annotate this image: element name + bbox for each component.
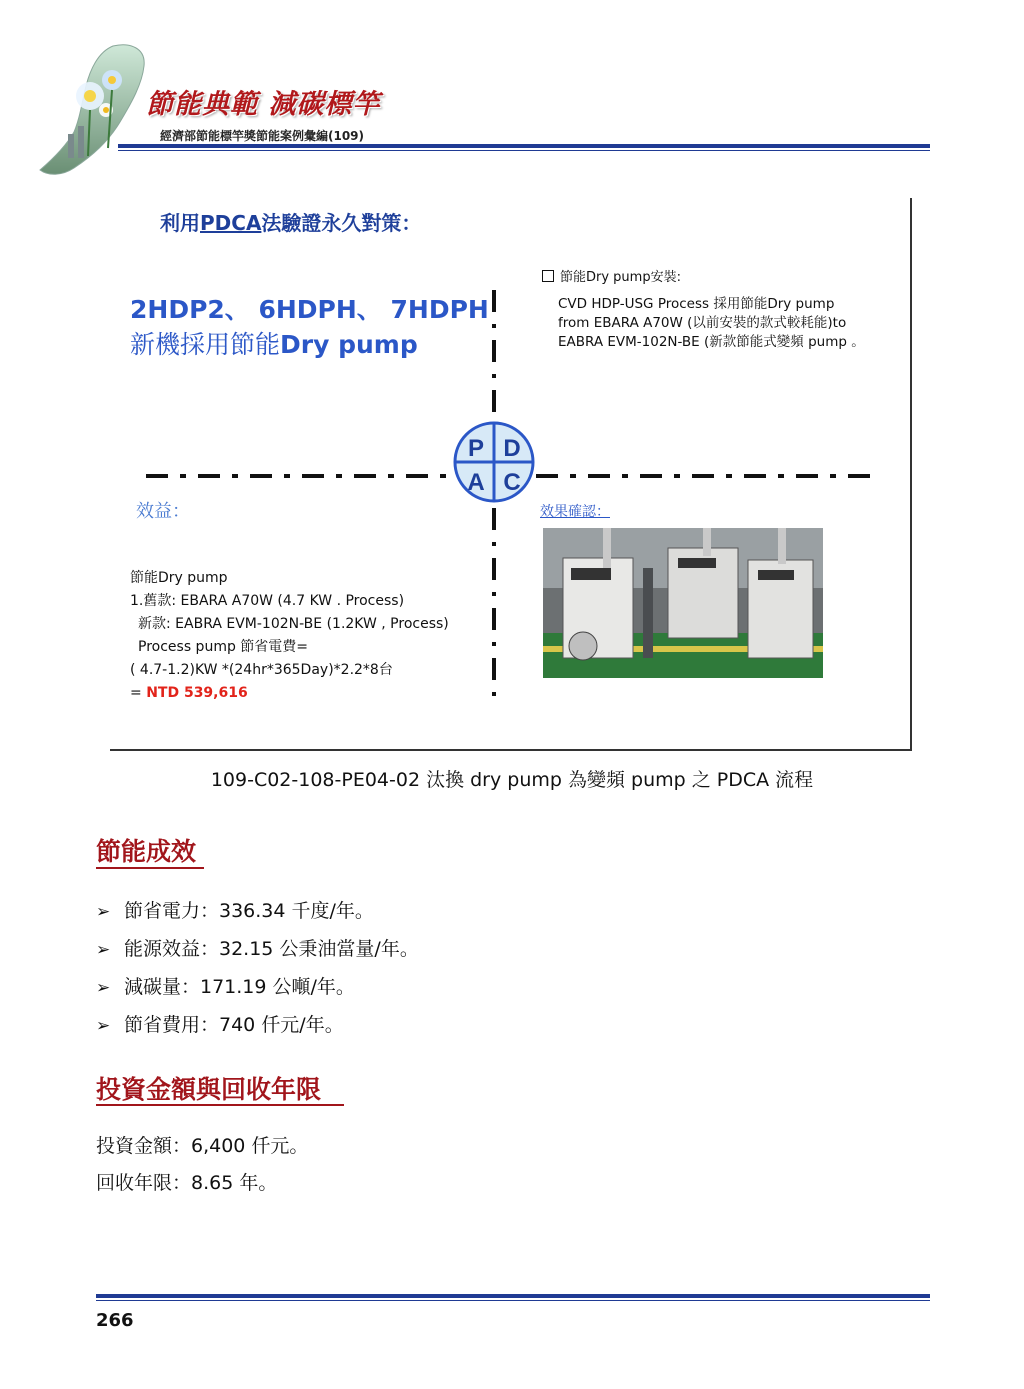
slide-border-bottom <box>110 749 912 751</box>
arrow-bullet-icon: ➢ <box>96 940 111 960</box>
pdca-circle-icon <box>452 420 536 504</box>
pdca-letter-d: D <box>503 435 521 462</box>
do-line: from EBARA A70W (以前安裝的款式較耗能)to <box>558 315 847 331</box>
footer-rule-thin <box>96 1300 930 1301</box>
do-body <box>558 295 865 352</box>
brand-title: 節能典範 減碳標竿 <box>146 89 381 120</box>
benefit-body <box>130 567 449 705</box>
pdca-letter-p: P <box>467 435 485 462</box>
plan-subtitle <box>130 328 418 362</box>
slide-title <box>160 207 421 236</box>
benefit-line: 節能Dry pump <box>130 570 228 586</box>
list-item <box>96 931 419 969</box>
arrow-bullet-icon: ➢ <box>96 978 111 998</box>
investment-amount: 投資金額：6,400 仟元。 <box>96 1135 309 1157</box>
savings-list <box>96 893 419 1045</box>
section-rule-investment <box>96 1104 344 1106</box>
section-title-investment: 投資金額與回收年限 <box>96 1075 322 1104</box>
benefit-line: 新款: EABRA EVM-102N-BE (1.2KW , Process) <box>138 616 449 632</box>
check-heading: 效果確認： <box>540 504 610 520</box>
pdca-letter-c: C <box>503 469 521 496</box>
benefit-total-value: NTD 539,616 <box>146 685 248 701</box>
slide-border-right <box>910 198 912 751</box>
list-item <box>96 893 419 931</box>
list-item-text: 減碳量：171.19 公噸/年。 <box>124 976 355 998</box>
payback-period: 回收年限：8.65 年。 <box>96 1172 278 1194</box>
arrow-bullet-icon: ➢ <box>96 1016 111 1036</box>
header-rule <box>118 144 930 148</box>
benefit-line: Process pump 節省電費= <box>138 639 309 655</box>
benefit-total-prefix: = <box>130 685 147 701</box>
checkbox-icon <box>542 270 554 282</box>
list-item <box>96 969 419 1007</box>
list-item-text: 節省費用：740 仟元/年。 <box>124 1014 344 1036</box>
benefit-total <box>130 682 449 705</box>
dry-pump-photo <box>543 528 823 678</box>
do-heading-text: 節能Dry pump安裝: <box>560 270 681 285</box>
pdca-letter-a: A <box>467 469 485 496</box>
benefit-line: 1.舊款: EBARA A70W (4.7 KW . Process) <box>130 593 405 609</box>
benefit-heading: 效益： <box>136 501 190 522</box>
header-rule-thin <box>118 150 930 151</box>
slide-title-pdca: PDCA <box>200 211 262 235</box>
plan-title: 2HDP2、 6HDPH、 7HDPH <box>130 295 489 324</box>
do-line: CVD HDP-USG Process 採用節能Dry pump <box>558 296 835 312</box>
benefit-line: ( 4.7-1.2)KW *(24hr*365Day)*2.2*8台 <box>130 662 393 678</box>
plan-subtitle-bold: Dry pump <box>280 330 418 359</box>
footer-rule <box>96 1294 930 1298</box>
slide-title-prefix: 利用 <box>160 211 200 235</box>
section-title-savings: 節能成效 <box>96 837 197 866</box>
page-number: 266 <box>96 1310 134 1331</box>
list-item-text: 節省電力：336.34 千度/年。 <box>124 900 374 922</box>
plan-subtitle-prefix: 新機採用節能 <box>130 330 281 359</box>
slide-title-suffix: 法驗證永久對策： <box>261 211 422 235</box>
brand-subtitle: 經濟部節能標竿獎節能案例彙編(109) <box>160 129 365 143</box>
arrow-bullet-icon: ➢ <box>96 902 111 922</box>
do-heading <box>542 266 681 285</box>
investment-details <box>96 1128 308 1202</box>
figure-caption: 109-C02-108-PE04-02 汰換 dry pump 為變頻 pump 之 PDCA 流程 <box>210 769 814 791</box>
section-rule-savings <box>96 867 204 869</box>
list-item <box>96 1007 419 1045</box>
list-item-text: 能源效益：32.15 公秉油當量/年。 <box>124 938 419 960</box>
do-line: EABRA EVM-102N-BE (新款節能式變頻 pump 。 <box>558 334 865 350</box>
